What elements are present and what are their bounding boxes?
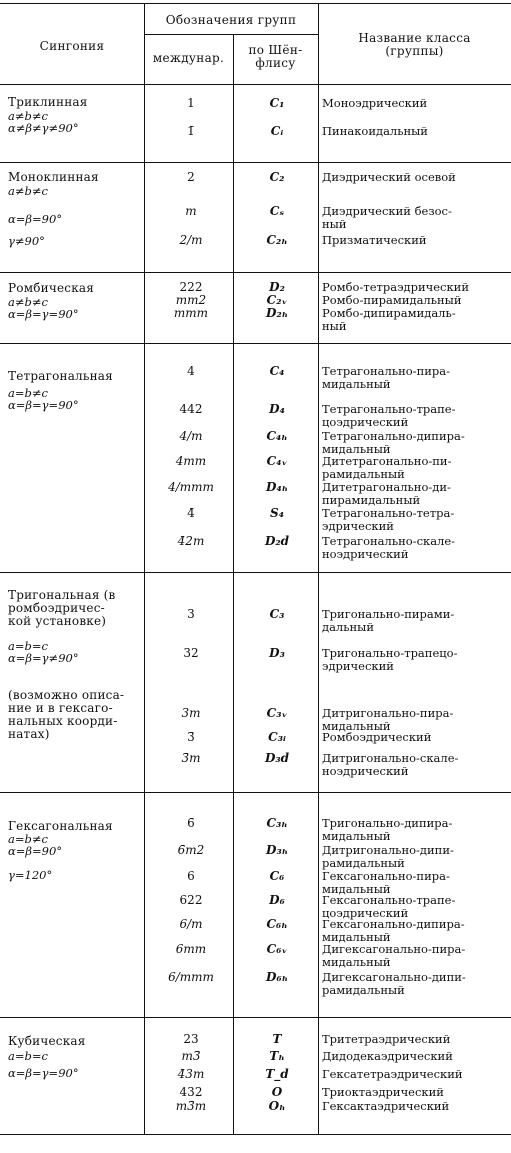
lattice-condition: α=β=γ≠90° xyxy=(8,651,79,665)
schoenflies-symbol: C₆ xyxy=(269,869,285,883)
international-symbol: mm2 xyxy=(175,293,207,307)
crystal-system-name: Триклинная xyxy=(8,95,88,109)
class-name: Ромбо-пирамидальный xyxy=(322,293,462,307)
international-symbol: 6̄ xyxy=(187,816,195,830)
lattice-condition: α=β=γ=90° xyxy=(8,307,79,321)
international-symbol: 32 xyxy=(183,646,199,660)
class-name: Тригонально-пирами- xyxy=(322,607,455,621)
schoenflies-symbol: C₃ xyxy=(269,607,285,621)
header-schoenflies: по Шён- флису xyxy=(248,43,303,70)
class-name: ноэдрический xyxy=(322,547,409,561)
class-name: Моноэдрический xyxy=(322,96,428,110)
schoenflies-symbol: C₄ᵥ xyxy=(266,454,288,468)
schoenflies-symbol: D₆ xyxy=(269,893,285,907)
schoenflies-symbol: D₄ xyxy=(269,402,285,416)
international-symbol: 622 xyxy=(179,893,203,907)
class-name: Гексагонально-пира- xyxy=(322,869,450,883)
class-name: Гексатетраэдрический xyxy=(322,1067,463,1081)
class-name: рамидальный xyxy=(322,983,405,997)
international-symbol: 6̄m2 xyxy=(177,843,205,857)
class-name: Диэдрический осевой xyxy=(322,170,456,184)
class-name: мидальный xyxy=(322,829,391,843)
schoenflies-symbol: C₆ᵥ xyxy=(266,942,288,956)
schoenflies-symbol: D₂d xyxy=(264,534,290,548)
international-symbol: m3̄ xyxy=(181,1049,201,1063)
class-name: Ромбоэдрический xyxy=(322,730,432,744)
international-symbol: 2 xyxy=(187,170,195,184)
crystal-system-name: натах) xyxy=(8,727,50,741)
class-name: Тетрагонально-дипира- xyxy=(322,429,465,443)
class-name: мидальный xyxy=(322,955,391,969)
lattice-condition: a≠b≠c xyxy=(8,184,48,198)
class-name: мидальный xyxy=(322,442,391,456)
lattice-condition: α=β=γ=90° xyxy=(8,398,79,412)
class-name: Тетрагонально-скале- xyxy=(322,534,456,548)
lattice-condition: α≠β≠γ≠90° xyxy=(8,121,79,135)
header-system: Сингония xyxy=(39,39,105,53)
crystal-system-name: ние и в гексаго- xyxy=(8,701,113,715)
crystal-system-name: ромбоэдричес- xyxy=(8,601,105,615)
lattice-condition: a=b=c xyxy=(8,1049,48,1063)
class-name: Тригонально-дипира- xyxy=(322,816,453,830)
lattice-condition: a≠b≠c xyxy=(8,295,48,309)
international-symbol: 3̄ xyxy=(187,730,195,744)
international-symbol: 4/mmm xyxy=(168,480,214,494)
crystal-system-name: нальных коорди- xyxy=(8,714,118,728)
international-symbol: 2/m xyxy=(179,233,203,247)
schoenflies-symbol: C₂ xyxy=(269,170,285,184)
international-symbol: 3̄m xyxy=(181,751,201,765)
crystal-system-name: (возможно описа- xyxy=(8,688,125,702)
international-symbol: 6/m xyxy=(179,917,203,931)
lattice-condition: γ=120° xyxy=(8,868,53,882)
international-symbol: 432 xyxy=(179,1085,203,1099)
bottom-rule xyxy=(0,1134,511,1135)
crystal-system-name: Тетрагональная xyxy=(8,369,113,383)
system-separator xyxy=(0,792,511,793)
class-name: Триоктаэдрический xyxy=(322,1085,444,1099)
system-separator xyxy=(0,272,511,273)
crystal-system-name: Моноклинная xyxy=(8,170,99,184)
group-header-rule xyxy=(144,34,318,35)
class-name: цоэдрический xyxy=(322,906,409,920)
class-name: рамидальный xyxy=(322,467,405,481)
schoenflies-symbol: Oₕ xyxy=(268,1099,286,1113)
schoenflies-symbol: D₃ xyxy=(269,646,285,660)
class-name: Гексагонально-трапе- xyxy=(322,893,456,907)
class-name: Дигексагонально-дипи- xyxy=(322,970,466,984)
header-rule xyxy=(0,84,511,85)
schoenflies-symbol: C₁ xyxy=(269,96,285,110)
class-name: эдрический xyxy=(322,659,394,673)
class-name: ноэдрический xyxy=(322,764,409,778)
lattice-condition: γ≠90° xyxy=(8,234,45,248)
schoenflies-symbol: C₃ᵥ xyxy=(266,706,288,720)
international-symbol: m3̄m xyxy=(175,1099,207,1113)
lattice-condition: α=β=90° xyxy=(8,844,63,858)
international-symbol: 6/mmm xyxy=(168,970,214,984)
schoenflies-symbol: Cₛ xyxy=(269,204,285,218)
class-name: мидальный xyxy=(322,930,391,944)
schoenflies-symbol: C₂ᵥ xyxy=(266,293,288,307)
schoenflies-symbol: Cᵢ xyxy=(270,124,284,138)
schoenflies-symbol: D₂ xyxy=(269,280,285,294)
international-symbol: 6 xyxy=(187,869,195,883)
schoenflies-symbol: T_d xyxy=(265,1067,289,1081)
system-separator xyxy=(0,162,511,163)
international-symbol: 4/m xyxy=(179,429,203,443)
lattice-condition: α=β=90° xyxy=(8,212,63,226)
class-name: мидальный xyxy=(322,377,391,391)
class-name: цоэдрический xyxy=(322,415,409,429)
class-name: ный xyxy=(322,319,347,333)
international-symbol: 3 xyxy=(187,607,195,621)
system-separator xyxy=(0,343,511,344)
schoenflies-symbol: D₃ₕ xyxy=(266,843,288,857)
international-symbol: 3m xyxy=(181,706,201,720)
international-symbol: 23 xyxy=(183,1032,199,1046)
class-name: пирамидальный xyxy=(322,493,421,507)
class-name: мидальный xyxy=(322,882,391,896)
class-name: Тетрагонально-трапе- xyxy=(322,402,456,416)
top-rule xyxy=(0,3,511,4)
col-divider-1 xyxy=(144,3,145,1134)
class-name: Дитригонально-пира- xyxy=(322,706,454,720)
class-name: мидальный xyxy=(322,719,391,733)
class-name: Гексактаэдрический xyxy=(322,1099,450,1113)
schoenflies-symbol: T xyxy=(272,1032,282,1046)
class-name: Дидодекаэдрический xyxy=(322,1049,453,1063)
schoenflies-symbol: Tₕ xyxy=(269,1049,285,1063)
lattice-condition: α=β=γ=90° xyxy=(8,1066,79,1080)
class-name: Ромбо-тетраэдрический xyxy=(322,280,470,294)
crystal-system-name: Ромбическая xyxy=(8,281,95,295)
class-name: рамидальный xyxy=(322,856,405,870)
international-symbol: m xyxy=(185,204,197,218)
international-symbol: 4 xyxy=(187,364,195,378)
international-symbol: 4mm xyxy=(175,454,207,468)
class-name: Дитригонально-дипи- xyxy=(322,843,454,857)
schoenflies-symbol: S₄ xyxy=(270,506,284,520)
schoenflies-symbol: C₂ₕ xyxy=(266,233,288,247)
crystal-system-name: Кубическая xyxy=(8,1034,86,1048)
international-symbol: 222 xyxy=(179,280,203,294)
international-symbol: 4̄2m xyxy=(177,534,205,548)
international-symbol: 6mm xyxy=(175,942,207,956)
crystal-system-name: Гексагональная xyxy=(8,819,113,833)
col-divider-2 xyxy=(233,34,234,1134)
system-separator xyxy=(0,572,511,573)
class-name: Тетрагонально-пира- xyxy=(322,364,450,378)
schoenflies-symbol: C₃ᵢ xyxy=(268,730,286,744)
schoenflies-symbol: D₄ₕ xyxy=(266,480,288,494)
schoenflies-symbol: D₂ₕ xyxy=(266,306,288,320)
class-name: Тригонально-трапецо- xyxy=(322,646,458,660)
schoenflies-symbol: C₃ₕ xyxy=(266,816,288,830)
class-name: Дитетрагонально-ди- xyxy=(322,480,451,494)
system-separator xyxy=(0,1017,511,1018)
class-name: Тетрагонально-тетра- xyxy=(322,506,455,520)
class-name: эдрический xyxy=(322,519,394,533)
lattice-condition: a=b≠c xyxy=(8,832,48,846)
crystal-system-name: кой установке) xyxy=(8,614,107,628)
schoenflies-symbol: O xyxy=(271,1085,283,1099)
class-name: Диэдрический безос- xyxy=(322,204,452,218)
class-name: дальный xyxy=(322,620,374,634)
header-group: Обозначения групп xyxy=(165,13,297,27)
international-symbol: mmm xyxy=(173,306,209,320)
col-divider-3 xyxy=(318,3,319,1134)
class-name: Дитригонально-скале- xyxy=(322,751,459,765)
schoenflies-symbol: C₆ₕ xyxy=(266,917,288,931)
schoenflies-symbol: C₄ xyxy=(269,364,285,378)
schoenflies-symbol: D₃d xyxy=(264,751,290,765)
schoenflies-symbol: D₆ₕ xyxy=(266,970,288,984)
class-name: Дитетрагонально-пи- xyxy=(322,454,452,468)
lattice-condition: a=b=c xyxy=(8,639,48,653)
class-name: Гексагонально-дипира- xyxy=(322,917,465,931)
class-name: Пинакоидальный xyxy=(322,124,428,138)
international-symbol: 4̄3m xyxy=(177,1067,205,1081)
class-name: Тритетраэдрический xyxy=(322,1032,451,1046)
class-name: ный xyxy=(322,217,347,231)
international-symbol: 1 xyxy=(187,96,195,110)
class-name: Призматический xyxy=(322,233,427,247)
header-intl: междунар. xyxy=(152,51,225,65)
class-name: Дигексагонально-пира- xyxy=(322,942,466,956)
international-symbol: 1̄ xyxy=(187,124,195,138)
lattice-condition: a≠b≠c xyxy=(8,109,48,123)
header-class-name: Название класса (группы) xyxy=(358,31,471,58)
crystal-system-name: Тригональная (в xyxy=(8,588,116,602)
lattice-condition: a=b≠c xyxy=(8,386,48,400)
schoenflies-symbol: C₄ₕ xyxy=(266,429,288,443)
international-symbol: 442 xyxy=(179,402,203,416)
class-name: Ромбо-дипирамидаль- xyxy=(322,306,456,320)
international-symbol: 4̄ xyxy=(187,506,195,520)
